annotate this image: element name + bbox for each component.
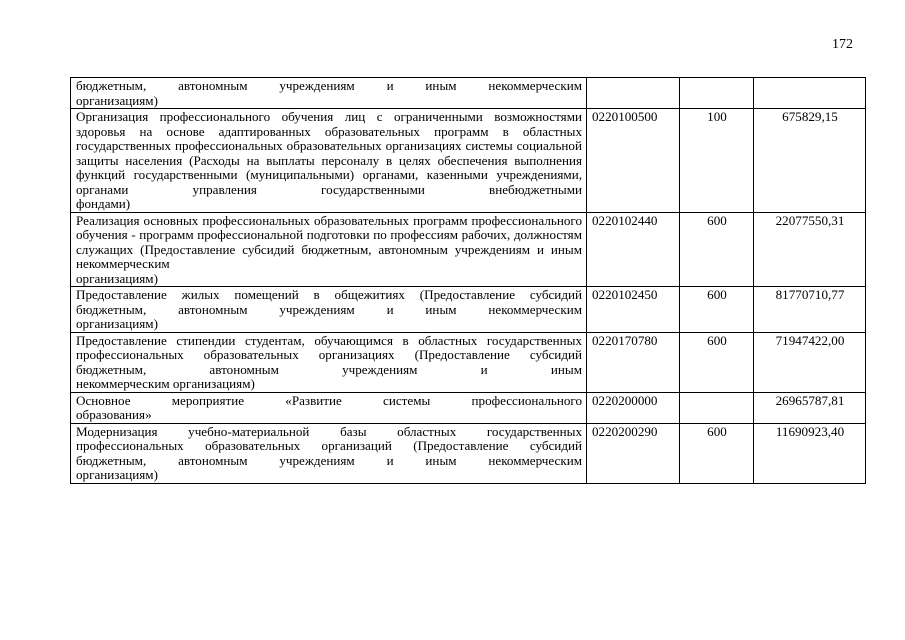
description-line: учреждениями, органами управления государственными внебюджетными [76,167,582,197]
description-last-line: образования» [76,407,152,422]
table-row [71,332,866,392]
row-description [71,78,587,109]
description-line: профессиям рабочих, должностям служащих (Предоставление субсидий [76,227,582,257]
description-line: бюджетным, автономным учреждениям и иным некоммерческим [76,241,582,271]
description-line: бюджетным, автономным учреждениям и иным некоммерческим [76,301,582,317]
description-line: государственными (муниципальными) органами, казенными [133,167,488,182]
description-line: возможностями здоровья на основе адаптированных образовательных [76,109,582,139]
row-description [71,287,587,333]
table-row [71,287,866,333]
row-description [71,109,587,213]
table-row [71,78,866,109]
row-amount: 22077550,31 [754,212,866,287]
description-line: профессионального обучения - программ профессиональной подготовки по [76,212,582,242]
row-description [71,423,587,483]
row-code [587,78,680,109]
table-row [71,212,866,287]
description-last-line: организациям) [76,92,158,108]
description-line: Реализация основных профессиональных образовательных программ [76,212,468,228]
row-expense-type [680,392,754,423]
table-row [71,423,866,483]
description-last-line: организациям) [76,270,158,286]
row-expense-type: 600 [680,287,754,333]
row-expense-type [680,78,754,109]
row-amount: 81770710,77 [754,287,866,333]
row-code: 0220200290 [587,423,680,483]
row-code: 0220100500 [587,109,680,213]
row-amount [754,78,866,109]
description-line: бюджетным, автономным учреждениям и иным некоммерческим [76,452,582,468]
description-line: организациях системы социальной защиты населения (Расходы [76,138,582,168]
row-expense-type: 600 [680,423,754,483]
row-amount: 71947422,00 [754,332,866,392]
row-description [71,332,587,392]
budget-table [70,77,866,484]
description-line: Организация профессионального обучения лиц с ограниченными [76,109,483,124]
row-expense-type: 600 [680,332,754,392]
description-last-line: некоммерческим организациям) [76,376,255,391]
row-code: 0220102450 [587,287,680,333]
row-amount: 26965787,81 [754,392,866,423]
table-row [71,392,866,423]
row-code: 0220200000 [587,392,680,423]
description-line: программ в областных государственных профессиональных образовательных [76,123,582,153]
description-last-line: организациям) [76,316,158,331]
row-amount: 675829,15 [754,109,866,213]
row-description [71,212,587,287]
table-row [71,109,866,213]
description-line: Модернизация учебно-материальной базы областных государственных [76,423,582,439]
description-line: Предоставление жилых помещений в общежитиях (Предоставление субсидий [76,287,582,302]
row-code: 0220102440 [587,212,680,287]
description-last-line: организациям) [76,467,158,482]
row-description [71,392,587,423]
description-line: государственных профессиональных образовательных организациях [76,332,582,362]
description-last-line: фондами) [76,196,131,211]
row-code: 0220170780 [587,332,680,392]
description-line: Основное мероприятие «Развитие системы профессионального [76,392,582,408]
page-number: 172 [832,37,853,52]
row-expense-type: 100 [680,109,754,213]
description-line: на выплаты персоналу в целях обеспечения выполнения функций [76,152,582,182]
description-line: (Предоставление субсидий бюджетным, автономным учреждениям и иным [76,347,582,377]
description-line: бюджетным, автономным учреждениям и иным некоммерческим [76,78,582,93]
row-expense-type: 600 [680,212,754,287]
row-amount: 11690923,40 [754,423,866,483]
description-line: Предоставление стипендии студентам, обучающимся в областных [76,332,478,348]
description-line: профессиональных образовательных организаций (Предоставление субсидий [76,438,582,453]
